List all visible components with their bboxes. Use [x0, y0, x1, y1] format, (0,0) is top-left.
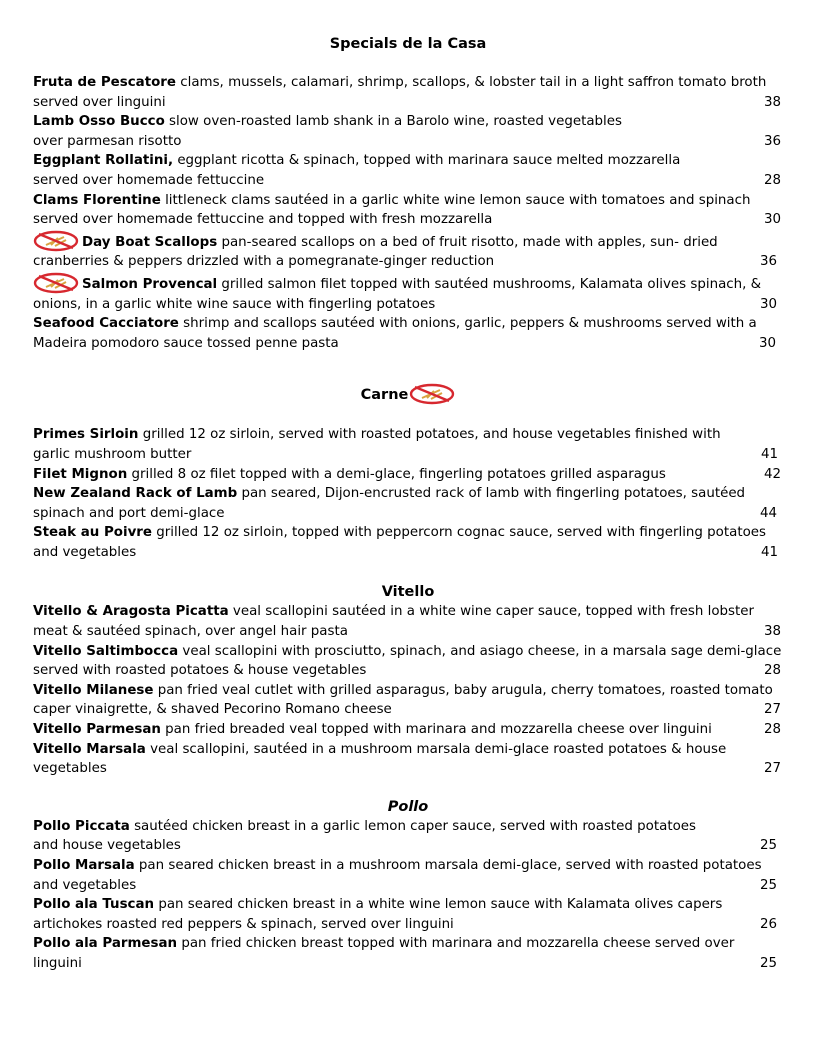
item-description-cont: served over homemade fettuccine — [33, 172, 265, 188]
item-description: pan seared chicken breast in a mushroom marsala demi-glace, served with roasted potatoes — [134, 858, 762, 873]
item-price: 26 — [760, 916, 778, 932]
item-description: pan-seared scallops on a bed of fruit risotto, made with apples, sun- dried — [217, 234, 718, 250]
menu-item — [33, 817, 783, 856]
menu-item — [33, 602, 783, 641]
item-description-cont: caper vinaigrette, & shaved Pecorino Romano cheese — [33, 702, 392, 718]
item-price: 38 — [764, 624, 782, 640]
item-description-cont: served over homemade fettuccine and topped with fresh mozzarella — [33, 212, 493, 228]
gluten-free-icon — [409, 383, 455, 405]
section-title-specials: Specials de la Casa — [329, 36, 487, 52]
item-description: pan seared, Dijon-encrusted rack of lamb with fingerling potatoes, sautéed — [237, 486, 746, 502]
item-description: eggplant ricotta & spinach, topped with marinara sauce melted mozzarella — [173, 153, 681, 169]
item-name: Filet Mignon — [33, 466, 128, 482]
item-description-cont: served over linguini — [33, 94, 166, 110]
menu-item — [33, 465, 783, 485]
item-price: 27 — [764, 761, 782, 777]
menu-item — [33, 112, 783, 151]
item-price: 25 — [760, 955, 778, 971]
item-price: 28 — [764, 663, 782, 679]
menu-item — [33, 425, 783, 464]
item-description: pan fried breaded veal topped with marinara and mozzarella cheese over linguini — [160, 722, 712, 738]
item-price: 30 — [760, 296, 778, 312]
item-price: 41 — [761, 446, 779, 462]
menu-item — [33, 856, 783, 895]
item-name: Vitello Milanese — [33, 682, 154, 698]
item-description: pan seared chicken breast in a white wine lemon sauce with Kalamata olives capers — [154, 897, 723, 913]
item-description: grilled 8 oz filet topped with a demi-glace, fingerling potatoes grilled asparagus — [127, 466, 666, 482]
section-title-text: Carne — [360, 387, 409, 404]
item-description: clams, mussels, calamari, shrimp, scallops, & lobster tail in a light saffron tomato broth — [175, 75, 767, 90]
item-name: Vitello Marsala — [33, 741, 146, 757]
item-description-cont: meat & sautéed spinach, over angel hair pasta — [33, 624, 348, 640]
menu-item — [33, 73, 783, 112]
item-name: Primes Sirloin — [33, 427, 139, 443]
menu-item — [33, 314, 783, 353]
menu-item — [33, 484, 783, 523]
item-price: 27 — [764, 702, 782, 718]
item-name: Pollo ala Parmesan — [33, 936, 178, 952]
menu-item — [33, 191, 783, 230]
item-name: Steak au Poivre — [33, 525, 152, 541]
item-description-cont: vegetables — [33, 761, 107, 777]
item-description-cont: and house vegetables — [33, 838, 181, 854]
item-name: Eggplant Rollatini, — [33, 153, 174, 169]
item-description: pan fried chicken breast topped with marinara and mozzarella cheese served over — [177, 936, 735, 952]
item-description-cont: onions, in a garlic white wine sauce with fingerling potatoes — [33, 296, 436, 312]
item-description-cont: and vegetables — [33, 544, 137, 560]
item-description: sautéed chicken breast in a garlic lemon caper sauce, served with roasted potatoes — [129, 818, 696, 834]
item-name: Pollo ala Tuscan — [33, 897, 155, 913]
menu-item — [33, 934, 783, 973]
menu-item — [33, 642, 783, 681]
item-name: Seafood Cacciatore — [33, 316, 179, 332]
item-price: 28 — [764, 172, 782, 188]
item-price: 28 — [764, 722, 782, 738]
menu-item — [33, 895, 783, 934]
menu-item — [33, 720, 783, 740]
item-description-cont: garlic mushroom butter — [33, 446, 192, 462]
item-price: 30 — [759, 335, 777, 351]
item-name: Fruta de Pescatore — [33, 75, 176, 90]
item-description: pan fried veal cutlet with grilled asparagus, baby arugula, cherry tomatoes, roasted tomato — [153, 682, 773, 698]
item-price: 44 — [760, 505, 778, 521]
item-description-cont: cranberries & peppers drizzled with a pomegranate-ginger reduction — [33, 254, 495, 270]
item-description: grilled 12 oz sirloin, topped with peppercorn cognac sauce, served with fingerling potatoes — [151, 525, 766, 541]
item-price: 25 — [760, 877, 778, 893]
item-price: 36 — [764, 133, 782, 149]
section-title-vitello: Vitello — [381, 584, 435, 601]
item-name: Salmon Provencal — [82, 276, 218, 292]
item-name: Lamb Osso Bucco — [33, 114, 165, 130]
item-price: 42 — [764, 466, 782, 482]
item-name: Clams Florentine — [33, 192, 161, 208]
menu-item — [33, 272, 783, 314]
item-description-cont: served with roasted potatoes & house vegetables — [33, 663, 367, 679]
item-description: veal scallopini sautéed in a white wine caper sauce, topped with fresh lobster — [228, 604, 754, 620]
gluten-free-icon — [33, 230, 79, 252]
menu-item — [33, 230, 783, 272]
item-name: Vitello Saltimbocca — [33, 643, 179, 659]
item-description-cont: Madeira pomodoro sauce tossed penne pasta — [33, 335, 339, 351]
item-description: shrimp and scallops sautéed with onions, garlic, peppers & mushrooms served with a — [178, 316, 757, 332]
item-name: Vitello & Aragosta Picatta — [33, 604, 229, 620]
item-description: slow oven-roasted lamb shank in a Barolo wine, roasted vegetables — [164, 114, 622, 130]
menu-item — [33, 151, 783, 190]
menu-page — [33, 34, 783, 974]
section-title-carne — [33, 383, 783, 405]
section-title-pollo: Pollo — [387, 798, 429, 815]
item-price: 38 — [764, 94, 782, 110]
menu-item — [33, 740, 783, 779]
item-description-cont: spinach and port demi-glace — [33, 505, 225, 521]
item-description-cont: over parmesan risotto — [33, 133, 182, 149]
item-description: veal scallopini with prosciutto, spinach, and asiago cheese, in a marsala sage demi-glace — [178, 643, 782, 659]
gluten-free-icon — [33, 272, 79, 294]
item-price: 25 — [760, 838, 778, 854]
item-description-cont: artichokes roasted red peppers & spinach, served over linguini — [33, 916, 454, 932]
item-name: Pollo Piccata — [33, 818, 130, 834]
menu-item — [33, 523, 783, 562]
item-name: New Zealand Rack of Lamb — [33, 486, 238, 502]
item-description: grilled 12 oz sirloin, served with roasted potatoes, and house vegetables finished with — [138, 427, 721, 443]
item-price: 36 — [760, 254, 778, 270]
item-price: 30 — [764, 212, 782, 228]
item-description: littleneck clams sautéed in a garlic white wine lemon sauce with tomatoes and spinach — [160, 192, 751, 208]
item-description-cont: and vegetables — [33, 877, 137, 893]
item-description: veal scallopini, sautéed in a mushroom marsala demi-glace roasted potatoes & house — [145, 741, 727, 757]
item-description: grilled salmon filet topped with sautéed mushrooms, Kalamata olives spinach, & — [217, 276, 762, 292]
item-name: Day Boat Scallops — [82, 234, 218, 250]
item-name: Vitello Parmesan — [33, 722, 161, 738]
menu-item — [33, 681, 783, 720]
item-description-cont: linguini — [33, 955, 82, 971]
item-price: 41 — [761, 544, 779, 560]
item-name: Pollo Marsala — [33, 858, 135, 873]
